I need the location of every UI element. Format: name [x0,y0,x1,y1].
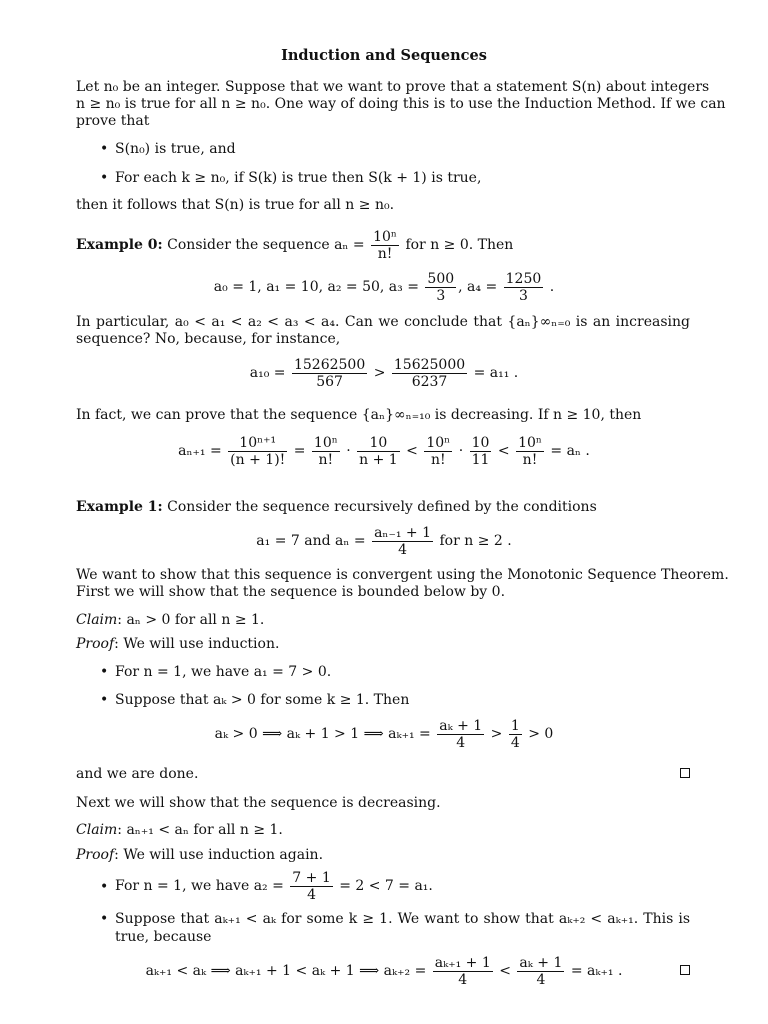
example-label: Example 1: [76,499,163,515]
bullet: • [100,170,109,186]
paragraph-line: We want to show that this sequence is convergent using the Monotonic Sequence Theorem. [76,567,729,583]
equation: a₁ = 7 and aₙ = $\frac{\text{aₙ₋₁ + 1}}{4}$ for n ≥ 2 . [256,524,512,558]
paragraph-line: In fact, we can prove that the sequence {aₙ}∞ₙ₌₁₀ is decreasing. If n ≥ 10, then [76,407,642,423]
list-item: Suppose that aₖ₊₁ < aₖ for some k ≥ 1. We want to show that aₖ₊₂ < aₖ₊₁. This is [115,911,690,927]
claim: Claim: aₙ > 0 for all n ≥ 1. [76,612,265,628]
list-item: true, because [115,929,212,945]
list-item: For each k ≥ n₀, if S(k) is true then S(k + 1) is true, [115,170,482,186]
equation: aₙ₊₁ = $\frac{\text{10ⁿ⁺¹}}{(n + 1)!}$ = $\frac{\text{10ⁿ}}{n!}$ · $\frac{10}{n + 1}$ < $\frac{\text{10ⁿ}}{n!}$ · $\frac{10}{11}$ < $\frac{\text{10ⁿ}}{n!}$ = aₙ . [178,434,590,468]
example-1-intro: Example 1: Consider the sequence recursively defined by the conditions [76,499,597,515]
paragraph-line: and we are done. [76,766,199,782]
example-label: Example 0: [76,237,163,253]
intro-line: n ≥ n₀ is true for all n ≥ n₀. One way of doing this is to use the Induction Method. If we can [76,96,726,112]
page-title: Induction and Sequences [281,47,487,64]
list-item: Suppose that aₖ > 0 for some k ≥ 1. Then [115,692,410,708]
fraction: $\frac{\text{10ⁿ}}{n!}$ [373,228,397,262]
equation: aₖ₊₁ < aₖ ⟹ aₖ₊₁ + 1 < aₖ + 1 ⟹ aₖ₊₂ = $\frac{\text{aₖ₊₁ + 1}}{4}$ < $\frac{\text{aₖ + 1}}{4}$ = aₖ₊₁ . [145,954,623,988]
claim: Claim: aₙ₊₁ < aₙ for all n ≥ 1. [76,822,283,838]
equation: a₀ = 1, a₁ = 10, a₂ = 50, a₃ = $\frac{500}{3}$ , a₄ = $\frac{1250}{3}$ . [213,270,555,304]
intro-line: then it follows that S(n) is true for all n ≥ n₀. [76,197,395,213]
paragraph-line: In particular, a₀ < a₁ < a₂ < a₃ < a₄. Can we conclude that {aₙ}∞ₙ₌₀ is an increasing [76,314,690,330]
list-item: For n = 1, we have a₁ = 7 > 0. [115,664,332,680]
equation: aₖ > 0 ⟹ aₖ + 1 > 1 ⟹ aₖ₊₁ = $\frac{\text{aₖ + 1}}{4}$ > $\frac{1}{4}$ > 0 [214,717,554,751]
qed-box-icon [680,768,690,778]
list-item: S(n₀) is true, and [115,141,236,157]
bullet: • [100,911,109,927]
bullet: • [100,692,109,708]
proof: Proof: We will use induction again. [76,847,324,863]
paragraph-line: Next we will show that the sequence is decreasing. [76,795,441,811]
proof: Proof: We will use induction. [76,636,280,652]
bullet: • [100,141,109,157]
list-item: For n = 1, we have a₂ = $\frac{7 + 1}{4}$ = 2 < 7 = a₁. [115,869,433,903]
intro-line: prove that [76,113,150,129]
intro-line: Let n₀ be an integer. Suppose that we want to prove that a statement S(n) about integers [76,79,710,95]
bullet: • [100,664,109,680]
bullet: • [100,879,109,895]
equation: a₁₀ = $\frac{15262500}{567}$ > $\frac{15625000}{6237}$ = a₁₁ . [249,356,519,390]
paragraph-line: First we will show that the sequence is bounded below by 0. [76,584,506,600]
paragraph-line: sequence? No, because, for instance, [76,331,341,347]
qed-box-icon [680,965,690,975]
example-0-intro: Example 0: Consider the sequence aₙ = $\frac{\text{10ⁿ}}{n!}$ for n ≥ 0. Then [76,228,514,262]
